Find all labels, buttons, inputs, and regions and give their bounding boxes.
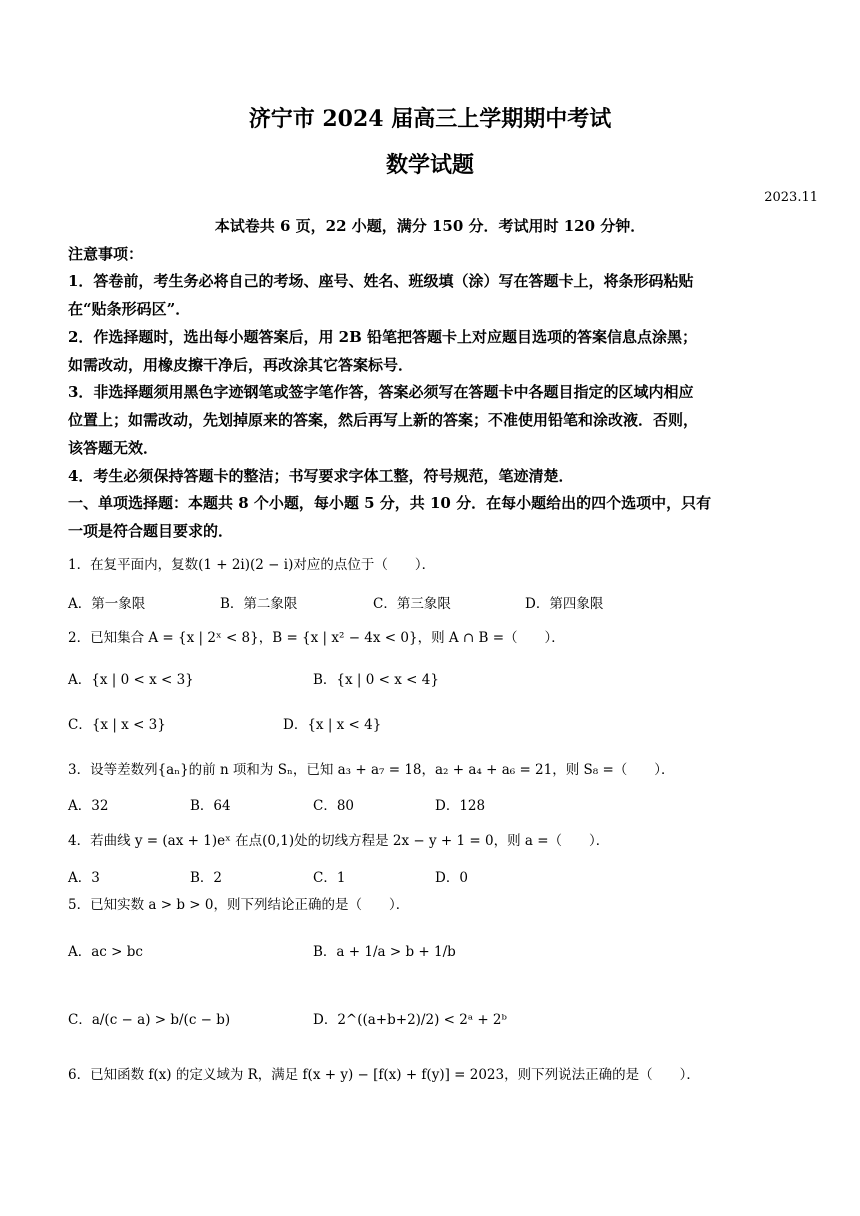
q3-option-d: D．128	[435, 798, 486, 814]
q4-option-c: C．1	[313, 870, 346, 886]
notes-line: 1．答卷前，考生务必将自己的考场、座号、姓名、班级填（涂）写在答题卡上，将条形码粘贴	[68, 272, 694, 290]
q5-option-d: D．2^((a+b+2)/2) < 2ᵃ + 2ᵇ	[313, 1012, 507, 1028]
notes-heading: 注意事项：	[68, 245, 144, 263]
question-3: 3．设等差数列{aₙ}的前 n 项和为 Sₙ，已知 a₃ + a₇ = 18，a₂ + a₄ + a₆ = 21，则 S₈ =（ ）．	[68, 762, 675, 778]
q1-option-a: A．第一象限	[68, 596, 146, 612]
q2-option-c: C．{x | x < 3}	[68, 717, 166, 733]
notes-line: 2．作选择题时，选出每小题答案后，用 2B 铅笔把答题卡上对应题目选项的答案信息点涂黑；	[68, 328, 698, 346]
q5-option-c: C．a/(c − a) > b/(c − b)	[68, 1012, 231, 1028]
q1-option-d: D．第四象限	[525, 596, 604, 612]
q4-option-d: D．0	[435, 870, 468, 886]
question-6: 6．已知函数 f(x) 的定义域为 R，满足 f(x + y) − [f(x) + f(y)] = 2023，则下列说法正确的是（ ）．	[68, 1067, 700, 1083]
q3-option-a: A．32	[68, 798, 109, 814]
q5-option-b: B．a + 1/a > b + 1/b	[313, 944, 456, 960]
q3-option-b: B．64	[190, 798, 231, 814]
q2-option-d: D．{x | x < 4}	[283, 717, 382, 733]
q5-option-a: A．ac > bc	[68, 944, 143, 960]
section-heading: 一、单项选择题：本题共 8 个小题，每小题 5 分，共 10 分．在每小题给出的四个选项中，只有	[68, 494, 712, 512]
exam-subtitle: 数学试题	[385, 152, 474, 178]
exam-title: 济宁市 2024 届高三上学期期中考试	[248, 106, 612, 132]
notes-line: 位置上；如需改动，先划掉原来的答案，然后再写上新的答案；不准使用铅笔和涂改液．否则，	[68, 411, 699, 429]
notes-line: 如需改动，用橡皮擦干净后，再改涂其它答案标号．	[68, 356, 414, 374]
q2-option-b: B．{x | 0 < x < 4}	[313, 672, 439, 688]
question-4: 4．若曲线 y = (ax + 1)eˣ 在点(0,1)处的切线方程是 2x − y + 1 = 0，则 a =（ ）．	[68, 833, 610, 849]
notes-line: 4．考生必须保持答题卡的整洁；书写要求字体工整，符号规范，笔迹清楚．	[68, 467, 574, 485]
notes-line: 3．非选择题须用黑色字迹钢笔或签字笔作答，答案必须写在答题卡中各题目指定的区域内相应	[68, 383, 694, 401]
q2-option-a: A．{x | 0 < x < 3}	[68, 672, 194, 688]
q3-option-c: C．80	[313, 798, 355, 814]
section-heading: 一项是符合题目要求的．	[68, 522, 234, 540]
q1-option-c: C．第三象限	[373, 596, 451, 612]
q4-option-b: B．2	[190, 870, 223, 886]
q1-option-b: B．第二象限	[220, 596, 298, 612]
question-1: 1．在复平面内，复数(1 + 2i)(2 − i)对应的点位于（ ）．	[68, 557, 436, 573]
q4-option-a: A．3	[68, 870, 100, 886]
question-5: 5．已知实数 a > b > 0，则下列结论正确的是（ ）．	[68, 897, 410, 913]
exam-date: 2023.11	[764, 190, 818, 205]
question-2: 2．已知集合 A = {x | 2ˣ < 8}，B = {x | x² − 4x < 0}，则 A ∩ B =（ ）．	[68, 630, 565, 646]
notes-line: 在“贴条形码区”．	[68, 300, 191, 318]
exam-summary: 本试卷共 6 页，22 小题，满分 150 分．考试用时 120 分钟．	[214, 217, 646, 235]
notes-line: 该答题无效．	[68, 439, 159, 457]
